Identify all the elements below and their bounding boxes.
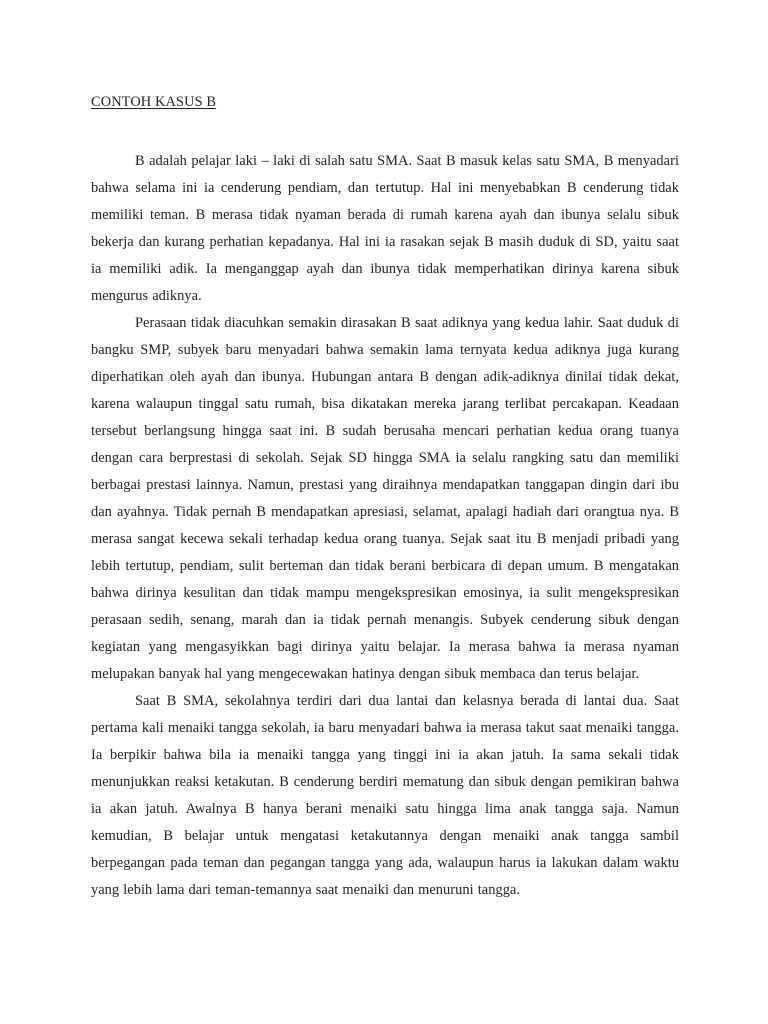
document-page <box>91 92 679 904</box>
document-title: CONTOH KASUS B <box>91 94 217 110</box>
paragraph-2: Perasaan tidak diacuhkan semakin dirasakan B saat adiknya yang kedua lahir. Saat duduk di bangku SMP, subyek baru menyadari bahwa semakin lama ternyata kedua adiknya juga kurang diperhatikan oleh ayah dan ibunya. Hubungan antara B dengan adik-adiknya dinilai tidak dekat, karena walaupun tinggal satu rumah, bisa dikatakan mereka jarang terlibat percakapan. Keadaan tersebut berlangsung hingga saat ini. B sudah berusaha mencari perhatian kedua orang tuanya dengan cara berprestasi di sekolah. Sejak SD hingga SMA ia selalu rangking satu dan memiliki berbagai prestasi lainnya. Namun, prestasi yang diraihnya mendapatkan tanggapan dingin dari ibu dan ayahnya. Tidak pernah B mendapatkan apresiasi, selamat, apalagi hadiah dari orangtua nya. B merasa sangat kecewa sekali terhadap kedua orang tuanya. Sejak saat itu B menjadi pribadi yang lebih tertutup, pendiam, sulit berteman dan tidak berani berbicara di depan umum. B mengatakan bahwa dirinya kesulitan dan tidak mampu mengekspresikan emosinya, ia sulit mengekspresikan perasaan sedih, senang, marah dan ia tidak pernah menangis. Subyek cenderung sibuk dengan kegiatan yang mengasyikkan bagi dirinya yaitu belajar. Ia merasa bahwa ia merasa nyaman melupakan banyak hal yang mengecewakan hatinya dengan sibuk membaca dan terus belajar. <box>91 315 679 682</box>
document-body <box>91 148 679 904</box>
paragraph-1: B adalah pelajar laki – laki di salah satu SMA. Saat B masuk kelas satu SMA, B menyadari bahwa selama ini ia cenderung pendiam, dan tertutup. Hal ini menyebabkan B cenderung tidak memiliki teman. B merasa tidak nyaman berada di rumah karena ayah dan ibunya selalu sibuk bekerja dan kurang perhatian kepadanya. Hal ini ia rasakan sejak B masih duduk di SD, yaitu saat ia memiliki adik. Ia menganggap ayah dan ibunya tidak memperhatikan dirinya karena sibuk mengurus adiknya. <box>91 153 679 304</box>
paragraph-3: Saat B SMA, sekolahnya terdiri dari dua lantai dan kelasnya berada di lantai dua. Saat pertama kali menaiki tangga sekolah, ia baru menyadari bahwa ia merasa takut saat menaiki tangga. Ia berpikir bahwa bila ia menaiki tangga yang tinggi ini ia akan jatuh. Ia sama sekali tidak menunjukkan reaksi ketakutan. B cenderung berdiri mematung dan sibuk dengan pemikiran bahwa ia akan jatuh. Awalnya B hanya berani menaiki satu hingga lima anak tangga saja. Namun kemudian, B belajar untuk mengatasi ketakutannya dengan menaiki anak tangga sambil berpegangan pada teman dan pegangan tangga yang ada, walaupun harus ia lakukan dalam waktu yang lebih lama dari teman-temannya saat menaiki dan menuruni tangga. <box>91 693 679 898</box>
